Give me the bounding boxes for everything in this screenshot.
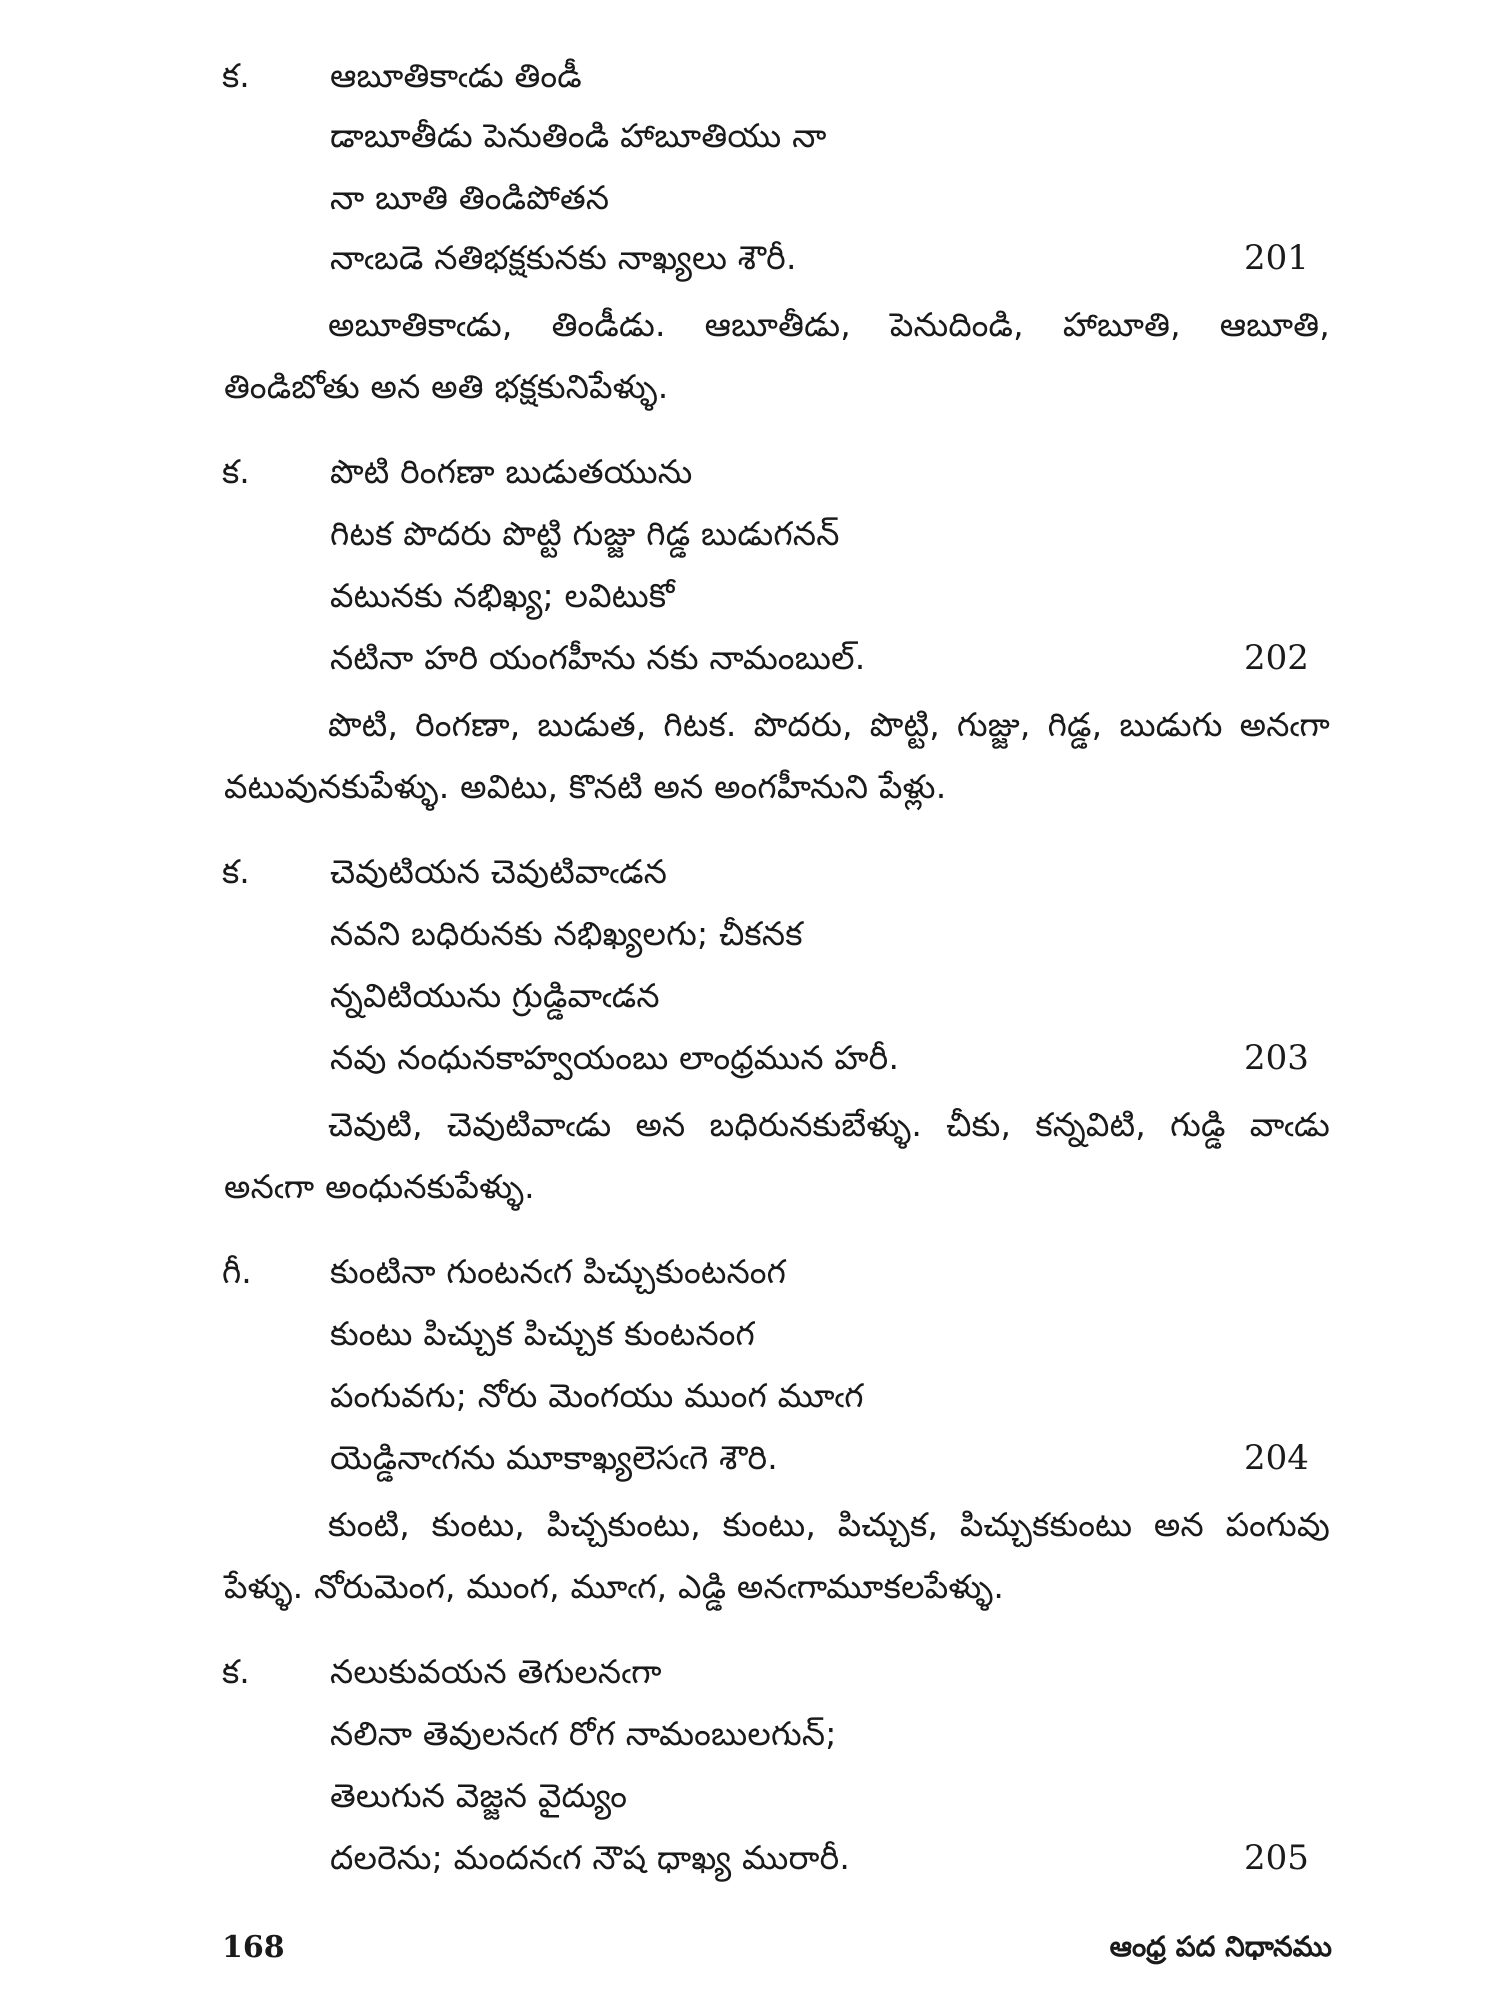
verse-line: నా బూతి తిండిపోతన	[330, 178, 610, 217]
verse-line: కుంటు పిచ్చుక పిచ్చుక కుంటనంగ	[330, 1314, 755, 1353]
verse-line: నవని బధిరునకు నభిఖ్యలగు; చీకనక	[330, 914, 803, 953]
verse-line: దలరెను; మందనఁగ నౌష ధాఖ్య మురారీ.	[330, 1838, 851, 1877]
verse-line: డాబూతీడు పెనుతిండి హాబూతియు నా	[330, 116, 827, 155]
verse-line: నవు నంధునకాహ్వయంబు లాంధ్రమున హరీ.	[330, 1038, 900, 1077]
page-number: 168	[222, 1930, 285, 1965]
verse-meter: క.	[222, 852, 250, 891]
verse-meter: క.	[222, 1652, 250, 1691]
verse-line: గిటక పొదరు పొట్టి గుజ్జు గిడ్డ బుడుగనన్	[330, 514, 840, 553]
verse-line: తెలుగున వెజ్జన వైద్యుం	[330, 1776, 628, 1815]
verse-line: నలుకువయన తెగులనఁగా	[330, 1652, 662, 1691]
verse-line: పంగువగు; నోరు మెంగయు ముంగ మూఁగ	[330, 1376, 864, 1415]
verse-line: నటినా హరి యంగహీను నకు నామంబుల్.	[330, 638, 866, 677]
verse-meter: గీ.	[222, 1252, 252, 1291]
verse-meaning: పొటి, రింగణా, బుడుత, గిటక. పొదరు, పొట్టి, గుజ్జు, గిడ్డ, బుడుగు అనఁగా వటువునకుపేళ్ళు. అవిటు, కొనటి అన అంగహీనుని పేళ్లు.	[224, 705, 1330, 806]
verse-meter: క.	[222, 452, 250, 491]
verse-number: 205	[1244, 1838, 1309, 1878]
verse-line: నాఁబడె నతిభక్షకునకు నాఖ్యలు శౌరీ.	[330, 238, 797, 277]
verse-meaning: కుంటి, కుంటు, పిచ్చకుంటు, కుంటు, పిచ్చుక, పిచ్చుకకుంటు అన పంగువు పేళ్ళు. నోరుమెంగ, ముంగ, మూఁగ, ఎడ్డి అనఁగామూకలపేళ్ళు.	[224, 1505, 1330, 1606]
verse-line: నలినా తెవులనఁగ రోగ నామంబులగున్;	[330, 1714, 837, 1753]
verse-meter: క.	[222, 56, 250, 95]
verse-line: ఆబూతికాఁడు తిండీ	[330, 56, 582, 95]
verse-line: చెవుటియన చెవుటివాఁడన	[330, 852, 668, 891]
verse-number: 201	[1244, 238, 1309, 278]
verse-number: 203	[1244, 1038, 1309, 1078]
book-title: ఆంధ్ర పద నిధానము	[1109, 1930, 1332, 1963]
verse-number: 204	[1244, 1438, 1309, 1478]
verse-meaning: చెవుటి, చెవుటివాఁడు అన బధిరునకుబేళ్ళు. చీకు, కన్నవిటి, గుడ్డి వాఁడు అనఁగా అంధునకుపేళ్ళు.	[224, 1105, 1330, 1206]
verse-line: న్నవిటియును గ్రుడ్డివాఁడన	[330, 976, 660, 1015]
verse-line: వటునకు నభిఖ్య; లవిటుకో	[330, 576, 675, 615]
verse-line: యెడ్డినాఁగను మూకాఖ్యలెసఁగె శౌరి.	[330, 1438, 778, 1477]
verse-meaning: అబూతికాఁడు, తిండీడు. ఆబూతీడు, పెనుదిండి, హాబూతి, ఆబూతి, తిండిబోతు అన అతి భక్షకునిపేళ్ళు.	[224, 305, 1330, 406]
verse-number: 202	[1244, 638, 1309, 678]
verse-line: కుంటినా గుంటనఁగ పిచ్చుకుంటనంగ	[330, 1252, 787, 1291]
verse-line: పొటి రింగణా బుడుతయును	[330, 452, 693, 491]
